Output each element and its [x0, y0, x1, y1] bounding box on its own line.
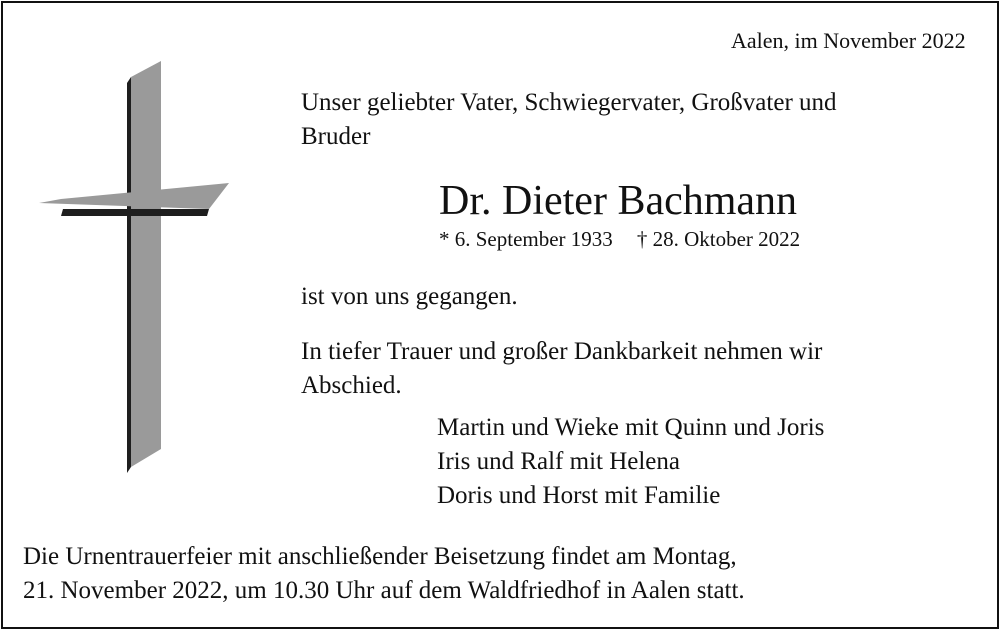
intro-line-1: Unser geliebter Vater, Schwiegervater, Großvater und	[301, 89, 837, 116]
birth-date: * 6. September 1933	[439, 227, 613, 251]
service-line-2: 21. November 2022, um 10.30 Uhr auf dem Waldfriedhof in Aalen statt.	[23, 577, 745, 604]
obituary-card	[1, 1, 999, 629]
intro-line-2: Bruder	[301, 123, 371, 150]
mourner-entry: Doris und Horst mit Familie	[437, 482, 721, 509]
life-dates	[439, 227, 800, 252]
service-line-1: Die Urnentrauerfeier mit anschließender Beisetzung findet am Montag,	[23, 543, 737, 570]
mourner-entry: Iris und Ralf mit Helena	[437, 448, 680, 475]
service-notice	[23, 540, 745, 608]
mourners-list	[437, 411, 824, 513]
death-date: † 28. Oktober 2022	[636, 227, 801, 251]
mourning-line-2: Abschied.	[301, 372, 402, 399]
mourning-text	[301, 335, 822, 403]
deceased-name: Dr. Dieter Bachmann	[439, 178, 798, 224]
place-date: Aalen, im November 2022	[731, 28, 966, 53]
intro-text	[301, 86, 837, 154]
passed-text: ist von uns gegangen.	[301, 283, 518, 310]
cross-icon	[39, 61, 239, 481]
mourning-line-1: In tiefer Trauer und großer Dankbarkeit nehmen wir	[301, 338, 823, 365]
mourner-entry: Martin und Wieke mit Quinn und Joris	[437, 414, 825, 441]
